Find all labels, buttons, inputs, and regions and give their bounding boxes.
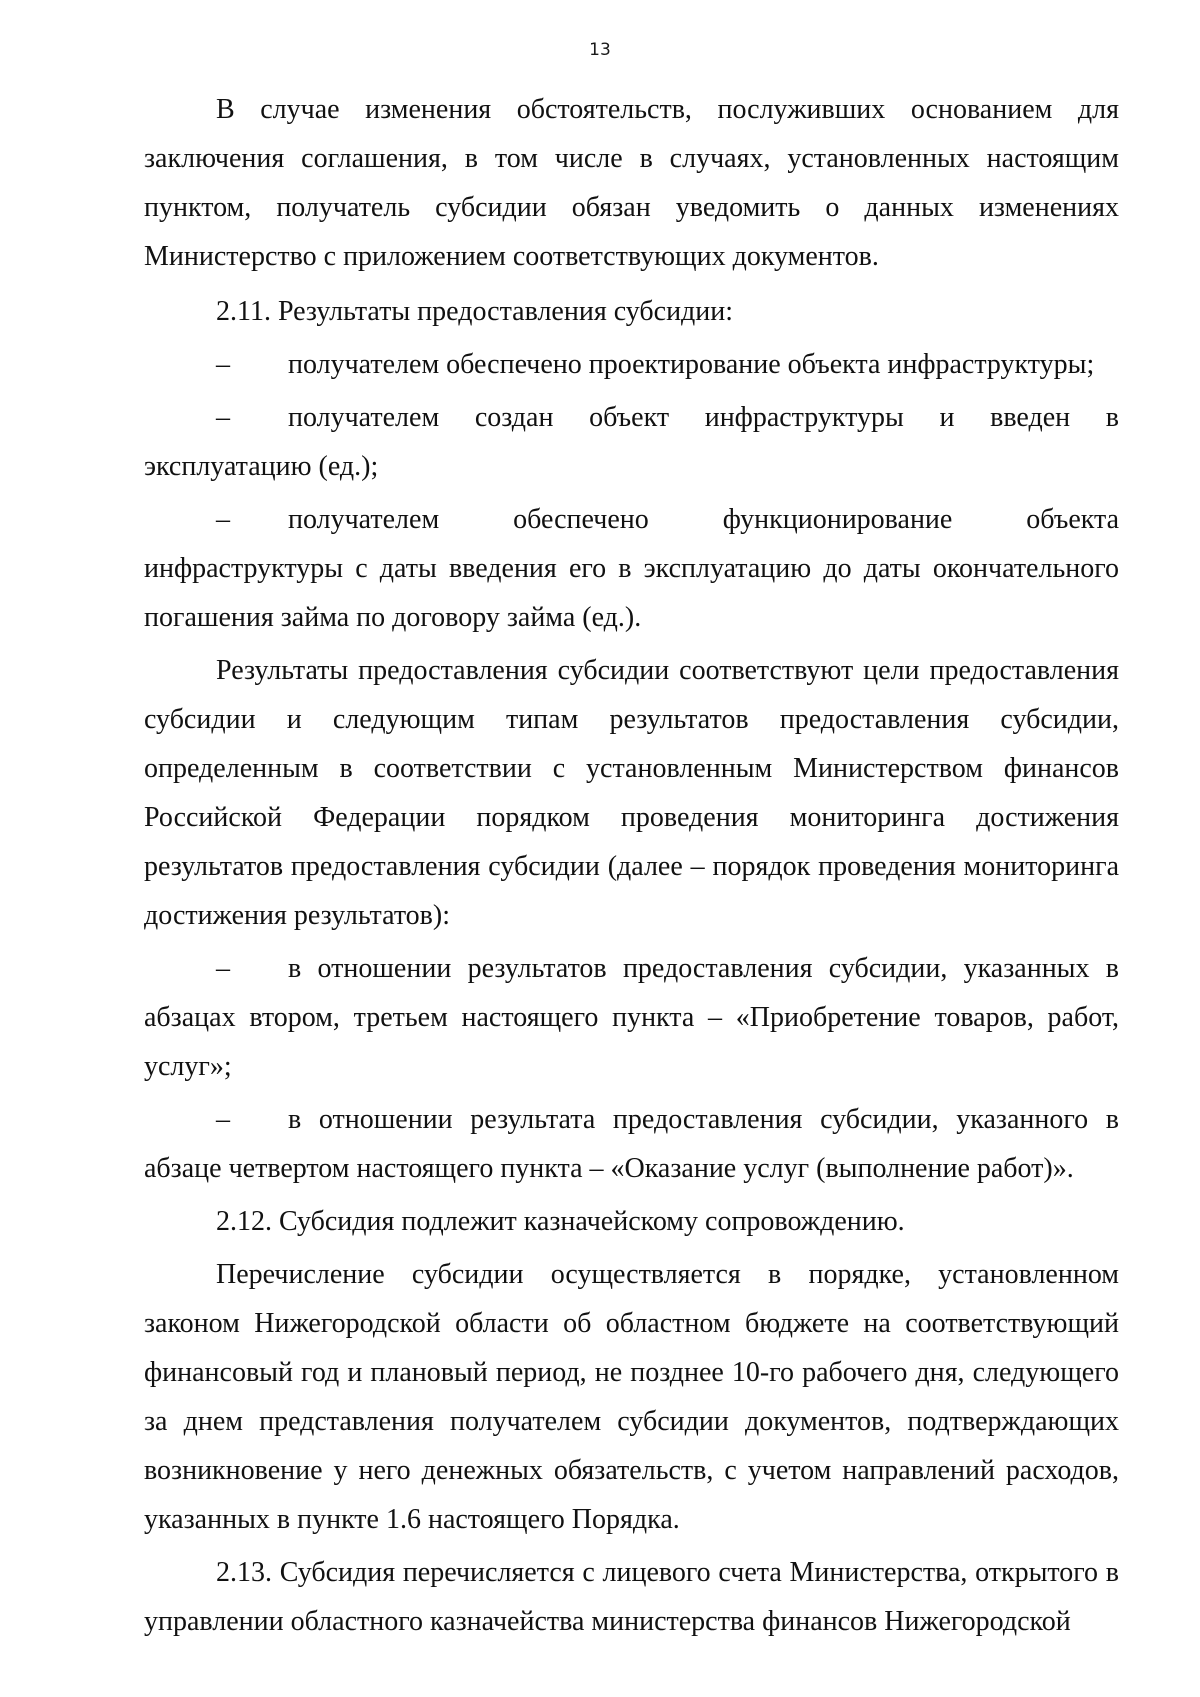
dash-marker: – (216, 953, 230, 984)
section-2-11-heading: 2.11. Результаты предоставления субсидии: (216, 296, 734, 327)
section-2-12-heading: 2.12. Субсидия подлежит казначейскому сопровождению. (216, 1206, 905, 1237)
section-2-13-paragraph: 2.13. Субсидия перечисляется с лицевого счета Министерства, открытого в управлении областного казначейства министерства финансов Нижегородской (144, 1557, 1119, 1637)
document-body (144, 85, 1119, 1646)
list-item-text: в отношении результата предоставления субсидии, указанного в абзаце четвертом настоящего пункта – «Оказание услуг (выполнение работ)». (144, 1104, 1119, 1184)
list-item-text: получателем обеспечено проектирование объекта инфраструктуры; (288, 349, 1095, 380)
list-item (144, 340, 1119, 389)
dash-marker: – (216, 1104, 230, 1135)
list-item-text: в отношении результатов предоставления субсидии, указанных в абзацах втором, третьем настоящего пункта – «Приобретение товаров, работ, услуг»; (144, 953, 1119, 1082)
list-item (144, 1095, 1119, 1193)
list-item-text: получателем обеспечено функционирование объекта инфраструктуры с даты введения его в эксплуатацию до даты окончательного погашения займа по договору займа (ед.). (144, 504, 1119, 633)
list-item-text: получателем создан объект инфраструктуры и введен в эксплуатацию (ед.); (144, 402, 1119, 482)
paragraph-transfer: Перечисление субсидии осуществляется в порядке, установленном законом Нижегородской области об областном бюджете на соответствующий финансовый год и плановый период, не позднее 10-го рабочего дня, следующего за днем представления получателем субсидии документов, подтверждающих возникновение у него денежных обязательств, с учетом направлений расходов, указанных в пункте 1.6 настоящего Порядка. (144, 1259, 1119, 1535)
paragraph-circumstances-change: В случае изменения обстоятельств, послуживших основанием для заключения соглашения, в том числе в случаях, установленных настоящим пунктом, получатель субсидии обязан уведомить о данных изменениях Министерство с приложением соответствующих документов. (144, 94, 1119, 272)
paragraph-results-types: Результаты предоставления субсидии соответствуют цели предоставления субсидии и следующим типам результатов предоставления субсидии, определенным в соответствии с установленным Министерством финансов Российской Федерации порядком проведения мониторинга достижения результатов предоставления субсидии (далее – порядок проведения мониторинга достижения результатов): (144, 655, 1119, 931)
dash-marker: – (216, 349, 230, 380)
list-item (144, 393, 1119, 491)
list-item (144, 944, 1119, 1091)
list-item (144, 495, 1119, 642)
dash-marker: – (216, 402, 230, 433)
page-number: 13 (589, 40, 611, 60)
dash-marker: – (216, 504, 230, 535)
